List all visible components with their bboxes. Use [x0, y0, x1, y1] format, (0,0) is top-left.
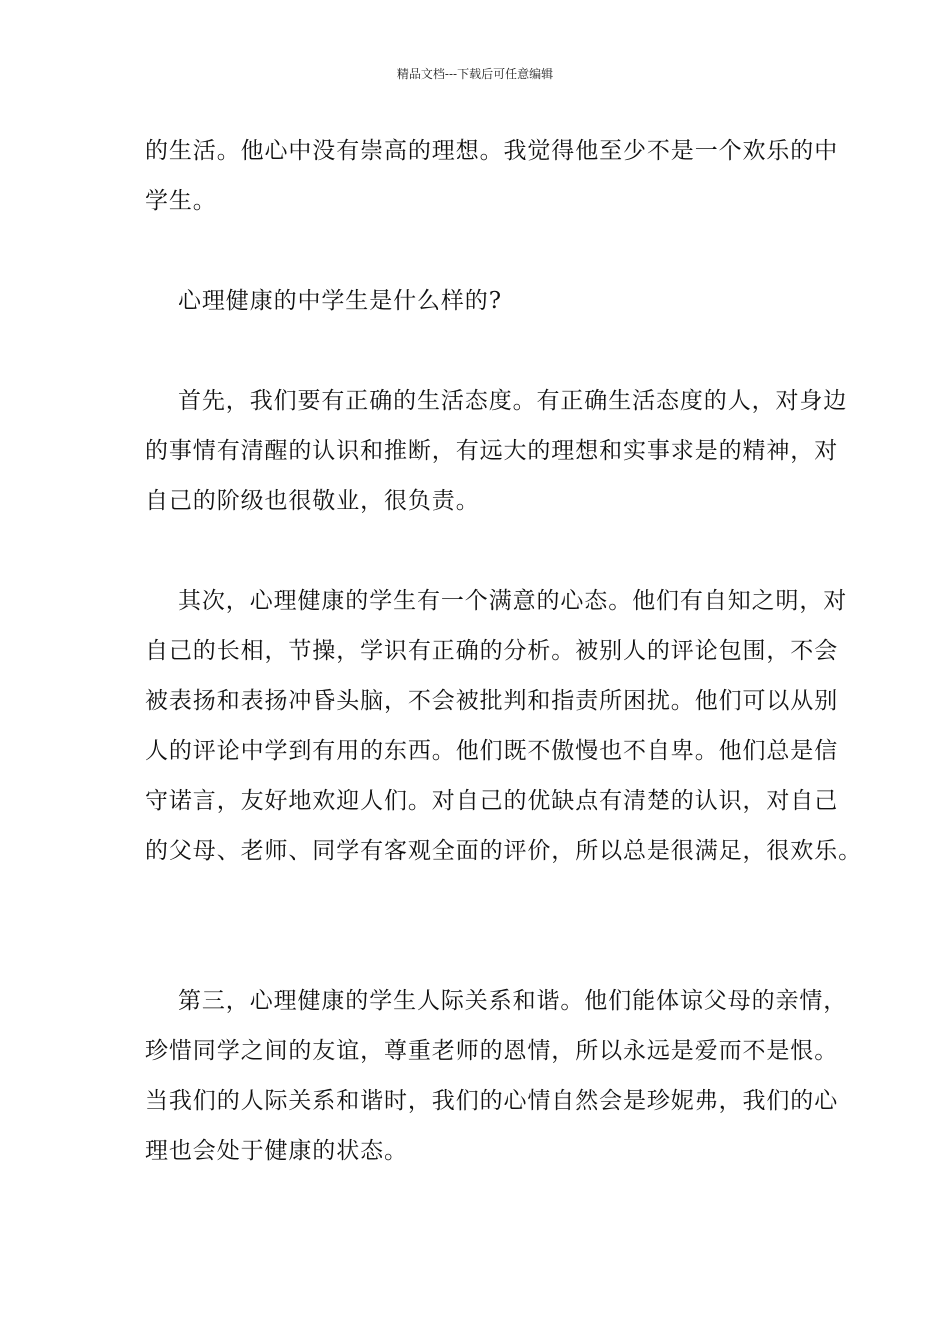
text-line: 被表扬和表扬冲昏头脑，不会被批判和指责所困扰。他们可以从别	[145, 688, 839, 714]
text-line: 自己的阶级也很敬业，很负责。	[145, 488, 480, 514]
text-line: 首先，我们要有正确的生活态度。有正确生活态度的人，对身边	[178, 388, 848, 414]
text-line: 当我们的人际关系和谐时，我们的心情自然会是珍妮弗，我们的心	[145, 1088, 839, 1114]
text-line: 珍惜同学之间的友谊，尊重老师的恩情，所以永远是爱而不是恨。	[145, 1038, 839, 1064]
section-question: 心理健康的中学生是什么样的?	[178, 288, 502, 314]
text-line: 第三，心理健康的学生人际关系和谐。他们能体谅父母的亲情，	[178, 988, 848, 1014]
text-line: 的父母、老师、同学有客观全面的评价，所以总是很满足，很欢乐。	[145, 838, 862, 864]
text-line: 的事情有清醒的认识和推断，有远大的理想和实事求是的精神，对	[145, 438, 839, 464]
text-line: 人的评论中学到有用的东西。他们既不傲慢也不自卑。他们总是信	[145, 738, 839, 764]
text-line: 理也会处于健康的状态。	[145, 1138, 408, 1164]
text-line: 其次，心理健康的学生有一个满意的心态。他们有自知之明，对	[178, 588, 848, 614]
page-header: 精品文档---下载后可任意编辑	[396, 67, 554, 81]
text-line: 自己的长相，节操，学识有正确的分析。被别人的评论包围，不会	[145, 638, 839, 664]
text-line: 守诺言，友好地欢迎人们。对自己的优缺点有清楚的认识，对自己	[145, 788, 839, 814]
text-line: 学生。	[145, 188, 217, 214]
text-line: 的生活。他心中没有崇高的理想。我觉得他至少不是一个欢乐的中	[145, 138, 839, 164]
